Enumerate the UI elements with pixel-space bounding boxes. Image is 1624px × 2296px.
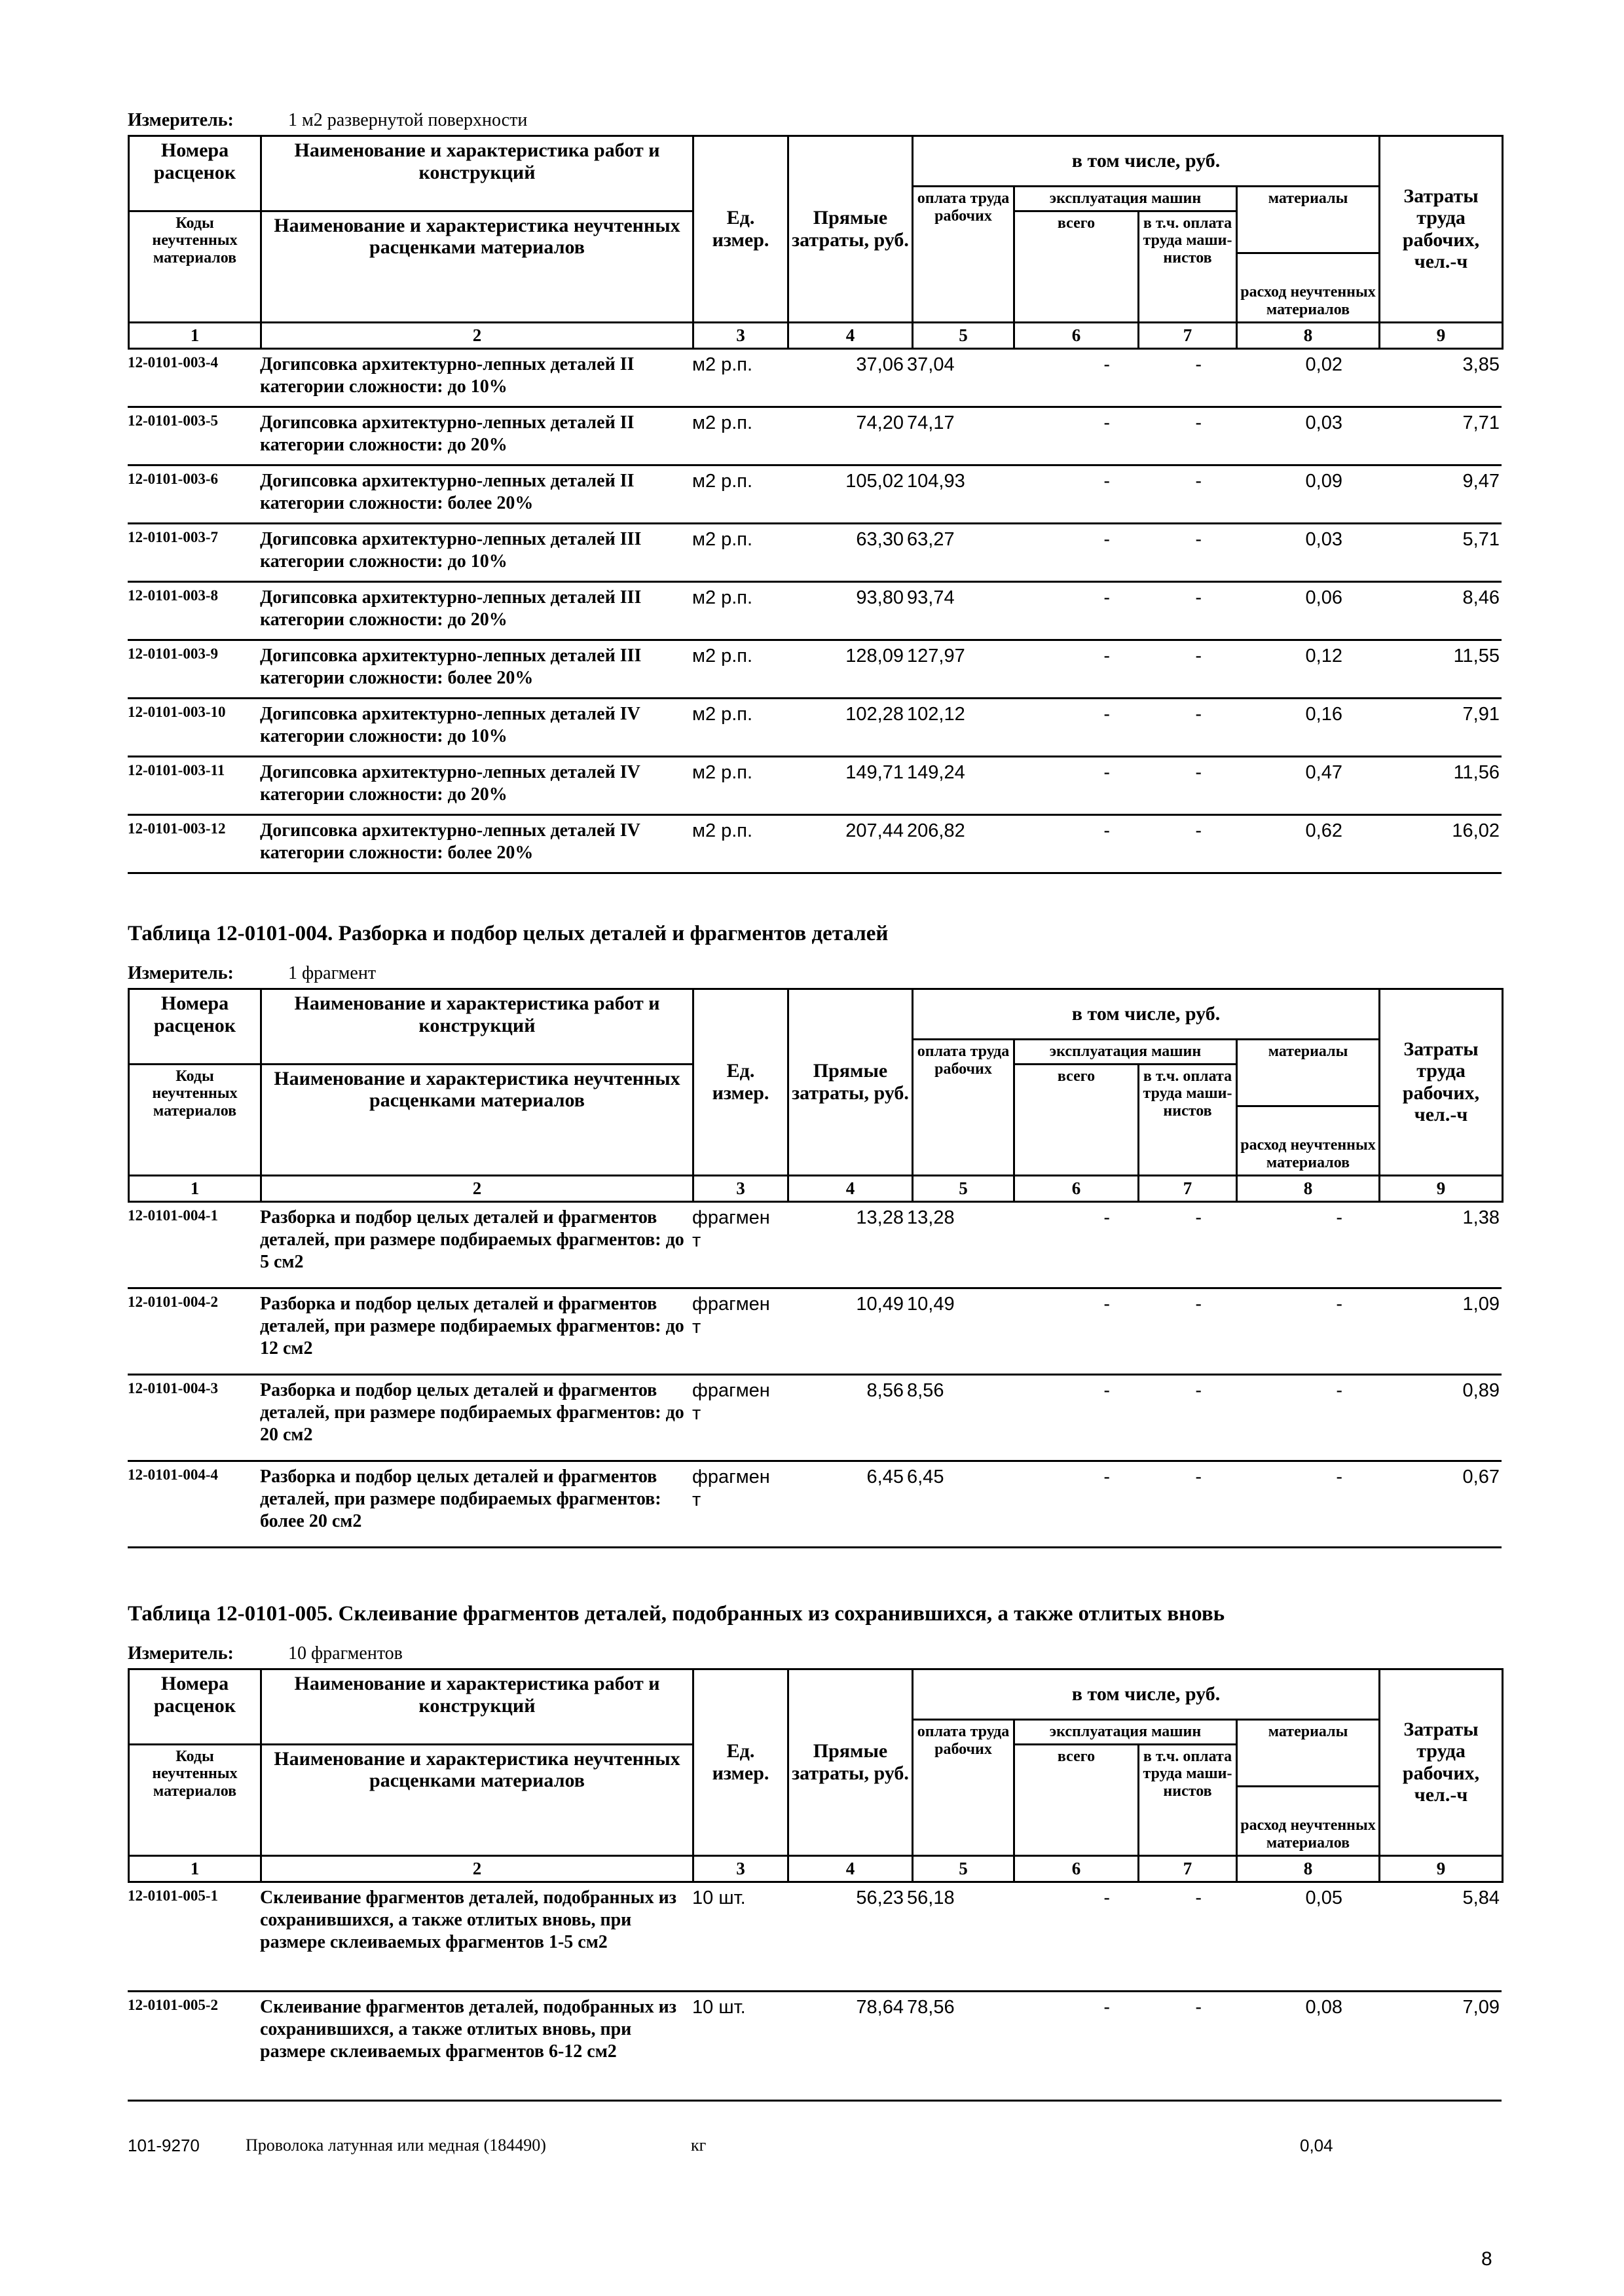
machines-total: - <box>1103 1293 1110 1315</box>
rate-code: 12-0101-004-4 <box>128 1466 218 1483</box>
materials: 0,62 <box>1305 820 1342 841</box>
table-title: Таблица 12-0101-004. Разборка и подбор целых деталей и фрагментов деталей <box>128 922 889 945</box>
header-pryamye: Прямые затраты, руб. <box>788 989 913 1176</box>
colnum-5: 5 <box>913 322 1014 348</box>
labor-pay: 6,45 <box>907 1466 944 1487</box>
table-row <box>128 1203 1502 1289</box>
header-vtom: в том числе, руб. <box>913 1669 1380 1720</box>
table-row <box>128 350 1502 408</box>
header-naim: Наименование и характеристика работ и конструкций <box>261 1669 693 1720</box>
direct-costs: 56,23 <box>856 1887 904 1908</box>
direct-costs: 93,80 <box>856 587 904 608</box>
machinists-pay: - <box>1195 587 1202 608</box>
header-nomera: Номера расценок <box>129 1669 261 1720</box>
work-name: Разборка и подбор целых деталей и фрагментов деталей, при размере подбираемых фрагментов: до 20 см2 <box>260 1379 684 1445</box>
header-vtch: в т.ч. оплата труда маши-нистов <box>1139 1064 1237 1175</box>
rate-code: 12-0101-003-4 <box>128 354 218 371</box>
labor-hours: 7,71 <box>1462 412 1500 433</box>
labor-pay: 74,17 <box>907 412 955 433</box>
colnum-6: 6 <box>1014 1855 1139 1882</box>
labor-pay: 93,74 <box>907 587 955 608</box>
machines-total: - <box>1103 1996 1110 2018</box>
machinists-pay: - <box>1195 528 1202 550</box>
materials: 0,03 <box>1305 412 1342 433</box>
colnum-8: 8 <box>1237 322 1380 348</box>
meter-value: 1 м2 развернутой поверхности <box>288 110 528 130</box>
header-zatraty: Затраты труда рабочих, чел.-ч <box>1380 1669 1503 1856</box>
machines-total: - <box>1103 1207 1110 1228</box>
meter-line <box>128 1643 1503 1664</box>
materials: 0,47 <box>1305 761 1342 783</box>
machinists-pay: - <box>1195 703 1202 725</box>
colnum-3: 3 <box>693 322 788 348</box>
machines-total: - <box>1103 820 1110 841</box>
direct-costs: 207,44 <box>845 820 904 841</box>
colnum-8: 8 <box>1237 1855 1380 1882</box>
direct-costs: 10,49 <box>856 1293 904 1315</box>
section-1 <box>128 110 1503 874</box>
header-vtom: в том числе, руб. <box>913 136 1380 187</box>
table-body <box>128 1883 1503 2102</box>
work-name: Склеивание фрагментов деталей, подобранных из сохранившихся, а также отлитых вновь, при размере склеиваемых фрагментов 6-12 см2 <box>260 1996 676 2062</box>
machines-total: - <box>1103 587 1110 608</box>
colnum-4: 4 <box>788 1175 913 1201</box>
labor-pay: 102,12 <box>907 703 965 725</box>
work-name: Догипсовка архитектурно-лепных деталей IV категории сложности: до 20% <box>260 761 640 805</box>
direct-costs: 102,28 <box>845 703 904 725</box>
header-ed: Ед. измер. <box>693 989 788 1176</box>
colnum-1: 1 <box>129 1855 261 1882</box>
colnum-8: 8 <box>1237 1175 1380 1201</box>
labor-pay: 8,56 <box>907 1379 944 1401</box>
labor-hours: 1,38 <box>1462 1207 1500 1228</box>
rate-code: 12-0101-003-5 <box>128 412 218 429</box>
work-name: Склеивание фрагментов деталей, подобранных из сохранившихся, а также отлитых вновь, при размере склеиваемых фрагментов 1-5 см2 <box>260 1887 676 1952</box>
colnum-7: 7 <box>1139 1855 1237 1882</box>
colnum-9: 9 <box>1380 1175 1503 1201</box>
machinists-pay: - <box>1195 1996 1202 2018</box>
header-ekspl: эксплуатация машин <box>1014 1039 1237 1064</box>
rate-code: 12-0101-003-8 <box>128 587 218 604</box>
rate-code: 12-0101-003-9 <box>128 645 218 662</box>
header-naim: Наименование и характеристика работ и конструкций <box>261 989 693 1040</box>
rate-code: 12-0101-005-1 <box>128 1887 218 1904</box>
header-nomera: Номера расценок <box>129 989 261 1040</box>
machines-total: - <box>1103 1466 1110 1487</box>
unit: м2 р.п. <box>692 412 753 433</box>
header-ekspl: эксплуатация машин <box>1014 1719 1237 1744</box>
materials: 0,09 <box>1305 470 1342 492</box>
work-name: Догипсовка архитектурно-лепных деталей III категории сложности: до 20% <box>260 587 642 630</box>
unit: м2 р.п. <box>692 470 753 492</box>
header-naim-mat: Наименование и характеристика неучтенных расценками материалов <box>261 211 693 322</box>
direct-costs: 63,30 <box>856 528 904 550</box>
table-header <box>128 1668 1504 1883</box>
table-row <box>128 1376 1502 1462</box>
colnum-7: 7 <box>1139 322 1237 348</box>
work-name: Догипсовка архитектурно-лепных деталей III категории сложности: до 10% <box>260 528 642 572</box>
colnum-7: 7 <box>1139 1175 1237 1201</box>
unit: 10 шт. <box>692 1996 746 2018</box>
header-mat-blank <box>1237 1064 1380 1106</box>
labor-pay: 78,56 <box>907 1996 955 2018</box>
colnum-5: 5 <box>913 1175 1014 1201</box>
labor-pay: 63,27 <box>907 528 955 550</box>
rate-code: 12-0101-005-2 <box>128 1996 218 2013</box>
header-kody: Коды неучтенных материалов <box>129 1744 261 1855</box>
machines-total: - <box>1103 470 1110 492</box>
labor-hours: 9,47 <box>1462 470 1500 492</box>
header-pryamye: Прямые затраты, руб. <box>788 1669 913 1856</box>
table-row <box>128 1992 1502 2102</box>
meter-value: 10 фрагментов <box>288 1643 403 1664</box>
materials: 0,12 <box>1305 645 1342 666</box>
unit: м2 р.п. <box>692 645 753 666</box>
table-body <box>128 350 1503 874</box>
table-title: Таблица 12-0101-005. Склеивание фрагментов деталей, подобранных из сохранившихся, а также отлитых вновь <box>128 1602 1225 1626</box>
work-name: Догипсовка архитектурно-лепных деталей II категории сложности: до 20% <box>260 412 635 455</box>
header-kody: Коды неучтенных материалов <box>129 211 261 322</box>
table-row <box>128 757 1502 816</box>
colnum-5: 5 <box>913 1855 1014 1882</box>
labor-pay: 37,04 <box>907 354 955 375</box>
unit: фрагмен т <box>692 1293 770 1338</box>
machines-total: - <box>1103 354 1110 375</box>
table-row <box>128 816 1502 874</box>
rate-code: 12-0101-003-11 <box>128 761 225 778</box>
materials: 0,16 <box>1305 703 1342 725</box>
section-3 <box>128 1602 1503 2102</box>
labor-hours: 11,55 <box>1453 645 1500 666</box>
machinists-pay: - <box>1195 761 1202 783</box>
colnum-6: 6 <box>1014 322 1139 348</box>
unit: фрагмен т <box>692 1379 770 1424</box>
table-row <box>128 1883 1502 1992</box>
table-row <box>128 699 1502 757</box>
labor-pay: 206,82 <box>907 820 965 841</box>
direct-costs: 74,20 <box>856 412 904 433</box>
header-materialy: материалы <box>1237 186 1380 211</box>
rate-code: 12-0101-004-2 <box>128 1293 218 1310</box>
colnum-9: 9 <box>1380 1855 1503 1882</box>
work-name: Догипсовка архитектурно-лепных деталей IV категории сложности: до 10% <box>260 703 640 746</box>
material-amount: 0,04 <box>1300 2136 1333 2155</box>
header-ekspl: эксплуатация машин <box>1014 186 1237 211</box>
rate-code: 12-0101-003-6 <box>128 470 218 487</box>
direct-costs: 8,56 <box>866 1379 904 1401</box>
unit: м2 р.п. <box>692 761 753 783</box>
table-header <box>128 988 1504 1203</box>
materials: 0,02 <box>1305 354 1342 375</box>
header-vtch: в т.ч. оплата труда маши-нистов <box>1139 211 1237 322</box>
header-vsego: всего <box>1014 211 1139 322</box>
header-oplata: оплата труда рабочих <box>913 186 1014 322</box>
machinists-pay: - <box>1195 1466 1202 1487</box>
colnum-1: 1 <box>129 1175 261 1201</box>
header-oplata: оплата труда рабочих <box>913 1719 1014 1855</box>
machinists-pay: - <box>1195 1379 1202 1401</box>
machines-total: - <box>1103 703 1110 725</box>
header-pryamye: Прямые затраты, руб. <box>788 136 913 323</box>
table-row <box>128 466 1502 524</box>
labor-hours: 1,09 <box>1462 1293 1500 1315</box>
machinists-pay: - <box>1195 645 1202 666</box>
machinists-pay: - <box>1195 412 1202 433</box>
machinists-pay: - <box>1195 820 1202 841</box>
header-blank-a <box>129 186 261 211</box>
header-kody: Коды неучтенных материалов <box>129 1064 261 1175</box>
machines-total: - <box>1103 761 1110 783</box>
labor-hours: 11,56 <box>1453 761 1500 783</box>
section-2 <box>128 922 1503 1548</box>
labor-hours: 0,89 <box>1462 1379 1500 1401</box>
colnum-3: 3 <box>693 1175 788 1201</box>
work-name: Догипсовка архитектурно-лепных деталей III категории сложности: более 20% <box>260 645 642 688</box>
header-blank-b <box>261 1039 693 1064</box>
labor-hours: 7,09 <box>1462 1996 1500 2018</box>
materials: - <box>1336 1207 1342 1228</box>
machines-total: - <box>1103 1379 1110 1401</box>
machinists-pay: - <box>1195 1293 1202 1315</box>
materials: 0,03 <box>1305 528 1342 550</box>
colnum-4: 4 <box>788 1855 913 1882</box>
work-name: Разборка и подбор целых деталей и фрагментов деталей, при размере подбираемых фрагментов: более 20 см2 <box>260 1466 661 1531</box>
meter-label: Измеритель: <box>128 1643 234 1664</box>
header-blank-a <box>129 1039 261 1064</box>
header-oplata: оплата труда рабочих <box>913 1039 1014 1175</box>
labor-pay: 149,24 <box>907 761 965 783</box>
direct-costs: 13,28 <box>856 1207 904 1228</box>
meter-value: 1 фрагмент <box>288 963 377 983</box>
materials: - <box>1336 1466 1342 1487</box>
colnum-9: 9 <box>1380 322 1503 348</box>
header-mat-blank <box>1237 1744 1380 1786</box>
header-naim-mat: Наименование и характеристика неучтенных расценками материалов <box>261 1064 693 1175</box>
header-vtom: в том числе, руб. <box>913 989 1380 1040</box>
header-zatraty: Затраты труда рабочих, чел.-ч <box>1380 989 1503 1176</box>
meter-label: Измеритель: <box>128 963 234 983</box>
header-vsego: всего <box>1014 1744 1139 1855</box>
machinists-pay: - <box>1195 470 1202 492</box>
labor-pay: 10,49 <box>907 1293 955 1315</box>
header-rashod: расход неучтенных материалов <box>1237 253 1380 322</box>
machines-total: - <box>1103 528 1110 550</box>
work-name: Догипсовка архитектурно-лепных деталей II категории сложности: до 10% <box>260 354 635 397</box>
rate-code: 12-0101-004-1 <box>128 1207 218 1224</box>
material-name: Проволока латунная или медная (184490) <box>246 2136 546 2155</box>
table-row <box>128 408 1502 466</box>
unit: м2 р.п. <box>692 528 753 550</box>
work-name: Разборка и подбор целых деталей и фрагментов деталей, при размере подбираемых фрагментов: до 12 см2 <box>260 1293 684 1358</box>
direct-costs: 105,02 <box>845 470 904 492</box>
table-row <box>128 583 1502 641</box>
colnum-2: 2 <box>261 1855 693 1882</box>
unit: м2 р.п. <box>692 703 753 725</box>
header-ed: Ед. измер. <box>693 136 788 323</box>
material-unit: кг <box>691 2136 707 2155</box>
header-blank-b <box>261 186 693 211</box>
header-rashod: расход неучтенных материалов <box>1237 1106 1380 1175</box>
header-materialy: материалы <box>1237 1719 1380 1744</box>
rate-code: 12-0101-003-10 <box>128 703 226 720</box>
header-blank-a <box>129 1719 261 1744</box>
table-row <box>128 524 1502 583</box>
table-header <box>128 135 1504 350</box>
materials: - <box>1336 1293 1342 1315</box>
direct-costs: 149,71 <box>845 761 904 783</box>
labor-hours: 3,85 <box>1462 354 1500 375</box>
page-number: 8 <box>1481 2248 1492 2270</box>
labor-hours: 16,02 <box>1452 820 1500 841</box>
labor-pay: 127,97 <box>907 645 965 666</box>
rate-code: 12-0101-004-3 <box>128 1379 218 1396</box>
table-row <box>128 1462 1502 1548</box>
materials: 0,08 <box>1305 1996 1342 2018</box>
labor-hours: 0,67 <box>1462 1466 1500 1487</box>
header-rashod: расход неучтенных материалов <box>1237 1786 1380 1855</box>
header-naim-mat: Наименование и характеристика неучтенных расценками материалов <box>261 1744 693 1855</box>
unit: 10 шт. <box>692 1887 746 1908</box>
unit: фрагмен т <box>692 1466 770 1510</box>
header-zatraty: Затраты труда рабочих, чел.-ч <box>1380 136 1503 323</box>
work-name: Догипсовка архитектурно-лепных деталей II категории сложности: более 20% <box>260 470 635 513</box>
work-name: Догипсовка архитектурно-лепных деталей IV категории сложности: более 20% <box>260 820 640 863</box>
header-blank-b <box>261 1719 693 1744</box>
labor-pay: 104,93 <box>907 470 965 492</box>
machines-total: - <box>1103 412 1110 433</box>
meter-line <box>128 963 1503 984</box>
labor-pay: 13,28 <box>907 1207 955 1228</box>
meter-line <box>128 110 1503 131</box>
header-vtch: в т.ч. оплата труда маши-нистов <box>1139 1744 1237 1855</box>
labor-pay: 56,18 <box>907 1887 955 1908</box>
labor-hours: 7,91 <box>1462 703 1500 725</box>
rate-code: 12-0101-003-12 <box>128 820 226 837</box>
unit: фрагмен т <box>692 1207 770 1251</box>
table-body <box>128 1203 1503 1548</box>
machinists-pay: - <box>1195 354 1202 375</box>
header-materialy: материалы <box>1237 1039 1380 1064</box>
direct-costs: 37,06 <box>856 354 904 375</box>
rate-code: 12-0101-003-7 <box>128 528 218 545</box>
direct-costs: 6,45 <box>866 1466 904 1487</box>
direct-costs: 128,09 <box>845 645 904 666</box>
unit: м2 р.п. <box>692 820 753 841</box>
table-row <box>128 641 1502 699</box>
machines-total: - <box>1103 645 1110 666</box>
colnum-6: 6 <box>1014 1175 1139 1201</box>
work-name: Разборка и подбор целых деталей и фрагментов деталей, при размере подбираемых фрагментов: до 5 см2 <box>260 1207 684 1272</box>
meter-label: Измеритель: <box>128 110 234 130</box>
unit: м2 р.п. <box>692 354 753 375</box>
material-code: 101-9270 <box>128 2136 200 2155</box>
header-nomera: Номера расценок <box>129 136 261 187</box>
direct-costs: 78,64 <box>856 1996 904 2018</box>
machinists-pay: - <box>1195 1207 1202 1228</box>
materials: 0,06 <box>1305 587 1342 608</box>
unit: м2 р.п. <box>692 587 753 608</box>
colnum-4: 4 <box>788 322 913 348</box>
machines-total: - <box>1103 1887 1110 1908</box>
header-vsego: всего <box>1014 1064 1139 1175</box>
colnum-2: 2 <box>261 1175 693 1201</box>
colnum-3: 3 <box>693 1855 788 1882</box>
colnum-2: 2 <box>261 322 693 348</box>
labor-hours: 5,84 <box>1462 1887 1500 1908</box>
table-row <box>128 1289 1502 1376</box>
materials: 0,05 <box>1305 1887 1342 1908</box>
header-naim: Наименование и характеристика работ и конструкций <box>261 136 693 187</box>
header-mat-blank <box>1237 211 1380 253</box>
labor-hours: 8,46 <box>1462 587 1500 608</box>
materials: - <box>1336 1379 1342 1401</box>
colnum-1: 1 <box>129 322 261 348</box>
labor-hours: 5,71 <box>1462 528 1500 550</box>
header-ed: Ед. измер. <box>693 1669 788 1856</box>
machinists-pay: - <box>1195 1887 1202 1908</box>
